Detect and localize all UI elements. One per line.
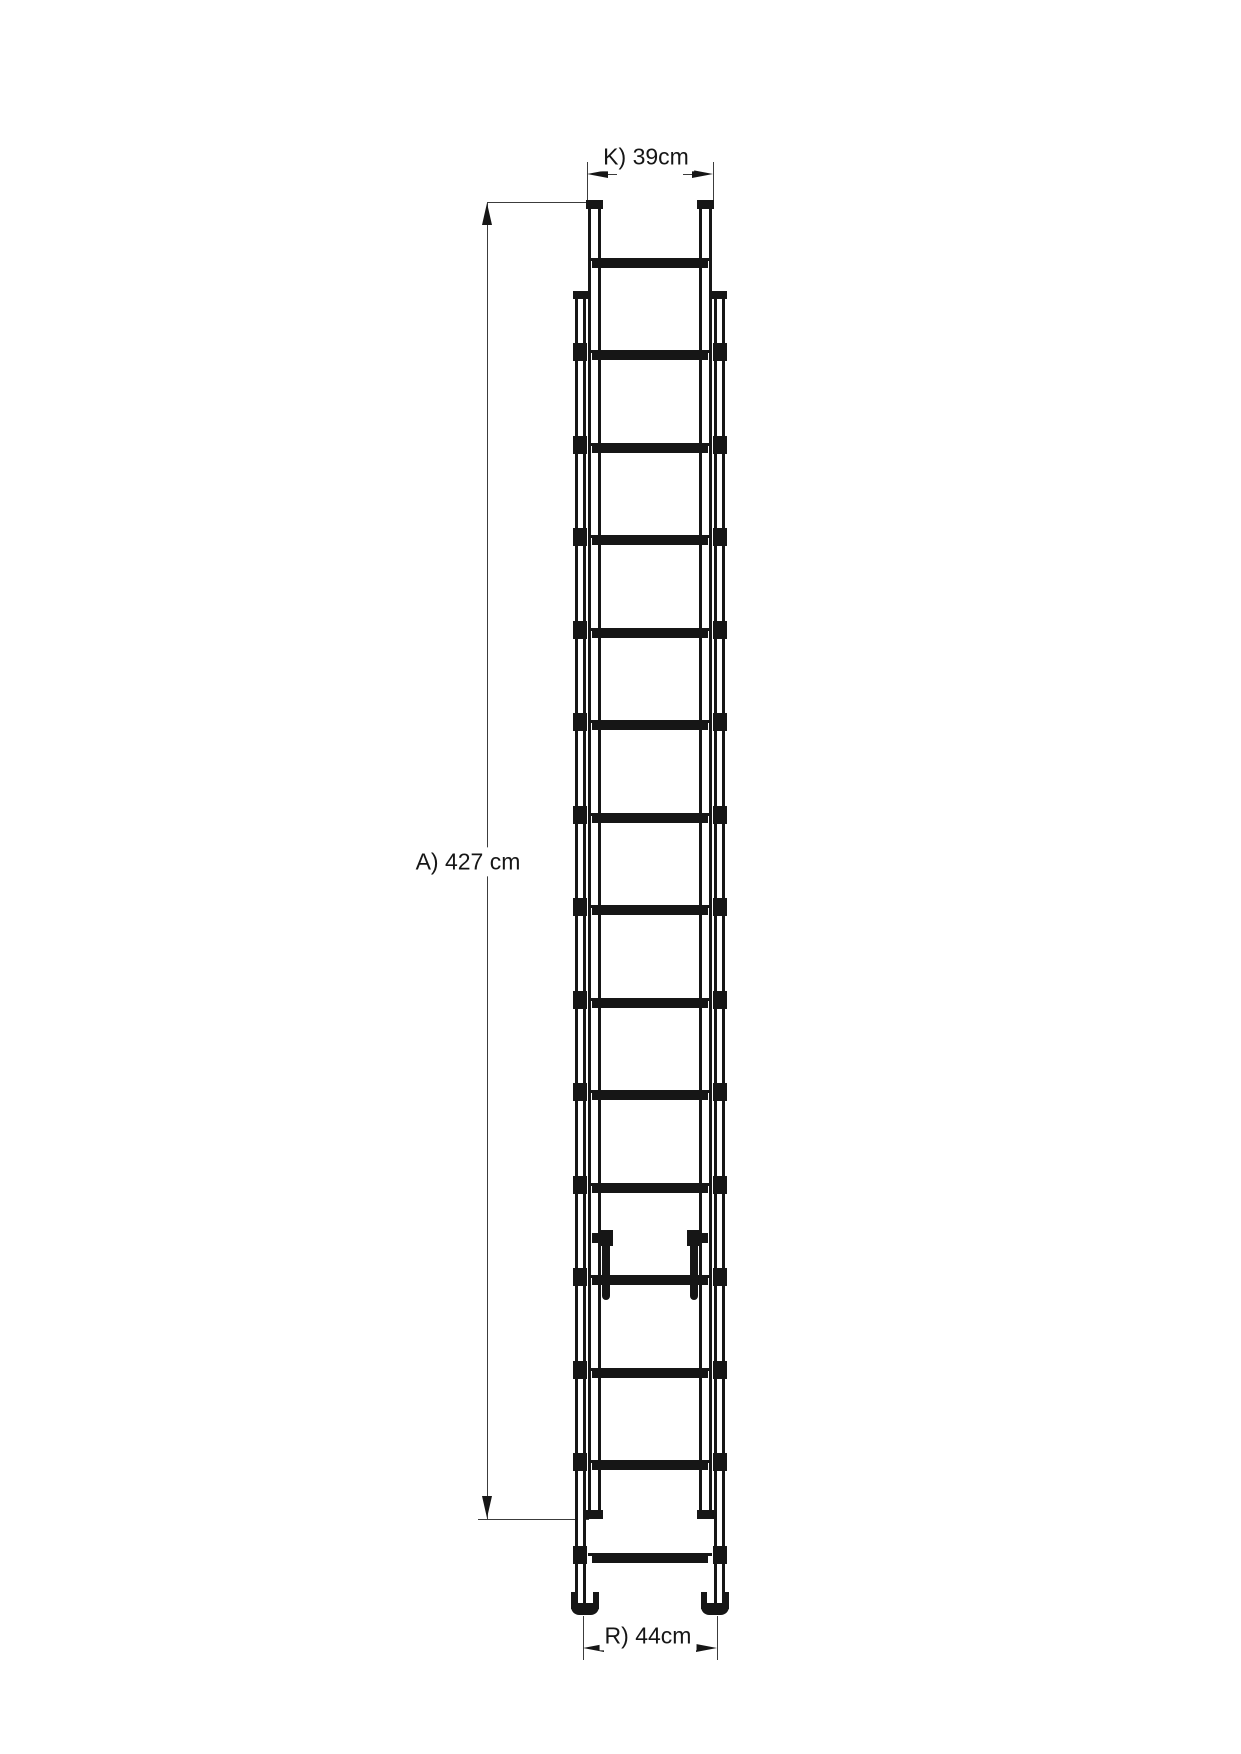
rung-tab-left bbox=[573, 343, 587, 361]
rung-tab-right bbox=[713, 621, 727, 639]
rung-bar bbox=[592, 1554, 708, 1563]
rung-bar bbox=[592, 536, 708, 545]
rung-tab-left bbox=[573, 713, 587, 731]
rung-bar bbox=[592, 721, 708, 730]
ladder-foot-right bbox=[701, 1592, 729, 1615]
rung-tab-right bbox=[713, 991, 727, 1009]
rung-tab-left bbox=[573, 1546, 587, 1564]
rung-bar bbox=[592, 999, 708, 1008]
rung-bar bbox=[592, 1461, 708, 1470]
rung-bar bbox=[592, 906, 708, 915]
rung-tab-left bbox=[573, 1083, 587, 1101]
rung-bar bbox=[592, 259, 708, 268]
rung-tab-right bbox=[713, 1176, 727, 1194]
rung-tab-right bbox=[713, 806, 727, 824]
foot-pad bbox=[701, 1603, 729, 1615]
foot-pad bbox=[571, 1603, 599, 1615]
dim-label-height: A) 427 cm bbox=[411, 847, 526, 876]
rung-tab-right bbox=[713, 343, 727, 361]
ladder-foot-left bbox=[571, 1592, 599, 1615]
rung-tab-right bbox=[713, 713, 727, 731]
rung-tab-right bbox=[713, 528, 727, 546]
rung-tab-left bbox=[573, 1268, 587, 1286]
rung-tab-right bbox=[713, 1083, 727, 1101]
rung-tab-right bbox=[713, 436, 727, 454]
rung-tab-right bbox=[713, 1453, 727, 1471]
dim-label-top-width: K) 39cm bbox=[598, 142, 694, 171]
dim-label-base-width: R) 44cm bbox=[600, 1621, 697, 1650]
rung-bar bbox=[592, 814, 708, 823]
rung-tab-left bbox=[573, 1176, 587, 1194]
rung-tab-left bbox=[573, 621, 587, 639]
rung-tab-right bbox=[713, 1268, 727, 1286]
rung-tab-right bbox=[713, 898, 727, 916]
rung-tab-left bbox=[573, 436, 587, 454]
rung-bar bbox=[592, 1091, 708, 1100]
rung-hook-left-head bbox=[600, 1230, 613, 1246]
rung-tab-left bbox=[573, 991, 587, 1009]
rung-hook-right-claw bbox=[699, 1233, 708, 1243]
rung-tab-left bbox=[573, 1453, 587, 1471]
rung-bar bbox=[592, 351, 708, 360]
rung-tab-right bbox=[713, 1546, 727, 1564]
rung-bar bbox=[592, 444, 708, 453]
rung-tab-left bbox=[573, 1361, 587, 1379]
rung-tab-right bbox=[713, 1361, 727, 1379]
rung-tab-left bbox=[573, 898, 587, 916]
rung-tab-left bbox=[573, 528, 587, 546]
rung-bar bbox=[592, 1184, 708, 1193]
rung-bar bbox=[592, 1369, 708, 1378]
rung-tab-left bbox=[573, 806, 587, 824]
rung-hook-left-claw bbox=[592, 1233, 601, 1243]
rung-bar bbox=[592, 629, 708, 638]
